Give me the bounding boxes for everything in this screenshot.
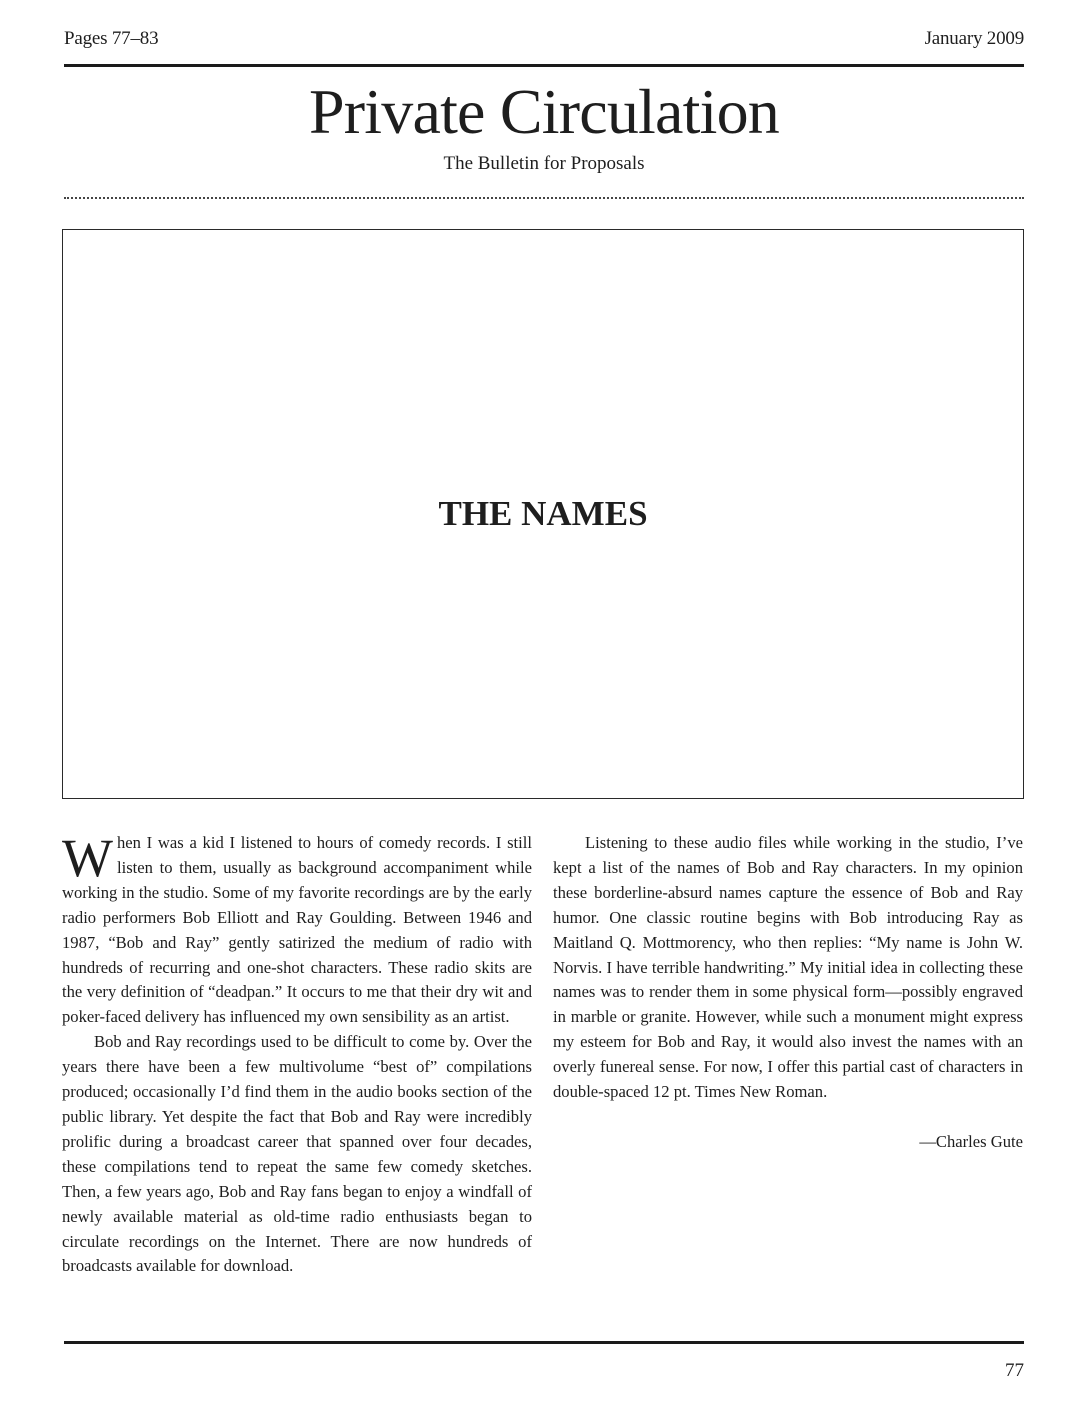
drop-cap: W	[62, 828, 113, 888]
article-title: THE NAMES	[438, 494, 648, 533]
paragraph-1-text: hen I was a kid I listened to hours of comedy records. I still listen to them, usually as background accompaniment while working in the studio. Some of my favorite recordings are by the early radio performers Bob Elliott and Ray Goulding. Between 1946 and 1987, “Bob and Ray” gently satirized the medium of radio with hundreds of recurring and one-shot characters. These radio skits are the very definition of “deadpan.” It occurs to me that their dry wit and poker-faced delivery has influenced my own sensibility as an artist.	[62, 833, 532, 1027]
page-range: Pages 77–83	[64, 28, 159, 49]
publication-subtitle: The Bulletin for Proposals	[443, 153, 645, 174]
publication-title: Private Circulation	[308, 76, 780, 147]
paragraph-3: Listening to these audio files while working in the studio, I’ve kept a list of the names of Bob and Ray characters. In my opinion these borderline-absurd names capture the essence of Bob and Ray humor. One classic routine begins with Bob introducing Ray as Maitland Q. Mottmorency, who then replies: “My name is John W. Norvis. I have terrible handwriting.” My initial idea in collecting these names was to render them in some physical form—possibly engraved in marble or granite. However, while such a monument might express my esteem for Bob and Ray, it would also invest the names with an overly funereal sense. For now, I offer this partial cast of characters in double-spaced 12 pt. Times New Roman.	[553, 833, 1023, 1102]
left-column	[62, 828, 532, 1279]
footer-rule	[64, 1341, 1024, 1344]
paragraph-1	[62, 828, 532, 1030]
dotted-divider	[64, 197, 1024, 199]
paragraph-2: Bob and Ray recordings used to be difficult to come by. Over the years there have been a few multivolume “best of” compilations produced; occasionally I’d find them in the audio books section of the public library. Yet despite the fact that Bob and Ray were incredibly prolific during a broadcast career that spanned over four decades, these compilations tend to repeat the same few comedy sketches. Then, a few years ago, Bob and Ray fans began to enjoy a windfall of newly available material as old-time radio enthusiasts began to circulate recordings on the Internet. There are now hundreds of broadcasts available for download.	[62, 1032, 532, 1276]
right-column	[553, 831, 1023, 1155]
header-rule	[64, 64, 1024, 67]
page-number: 77	[1005, 1360, 1024, 1381]
issue-date: January 2009	[924, 28, 1024, 49]
title-frame	[62, 229, 1024, 799]
author-signature: —Charles Gute	[919, 1131, 1023, 1151]
